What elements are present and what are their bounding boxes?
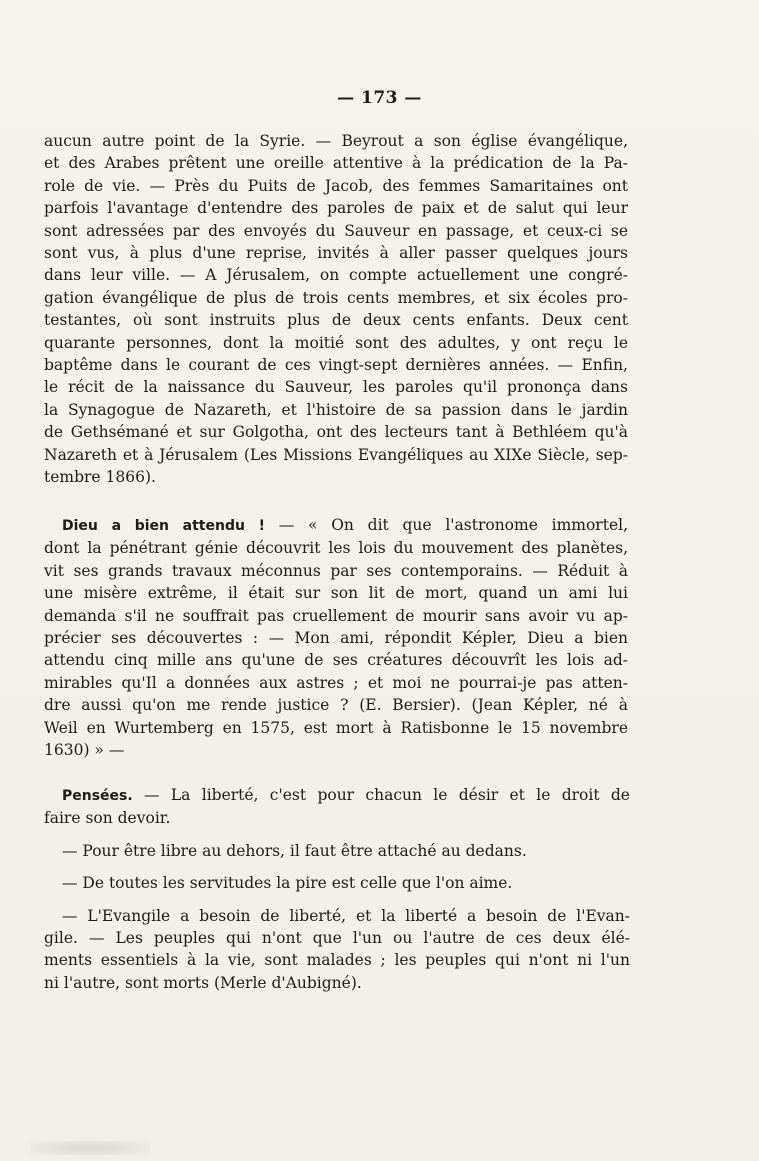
text-line: faire son devoir. [44,809,171,828]
text-line: la Synagogue de Nazareth, et l'histoire de sa passion dans le jardin [44,400,628,419]
text-run: — La liberté, c'est pour chacun le désir et le droit de [132,786,630,804]
section-pensees [44,784,630,994]
page-number: — 173 — [337,88,422,108]
text-run: — « On dit que l'astronome immortel, [265,516,629,534]
text-line: attendu cinq mille ans qu'une de ses créatures découvrît les lois ad- [44,651,628,670]
text-line: baptême dans le courant de ces vingt-sept dernières années. — Enfin, [44,356,628,375]
text-line: quarante personnes, dont la moitié sont des adultes, y ont reçu le [44,333,628,352]
text-line: mirables qu'Il a données aux astres ; et moi ne pourrai-je pas atten- [44,673,628,692]
text-line: dre aussi qu'on me rende justice ? (E. Bersier). (Jean Képler, né à [44,696,628,715]
text-line: tembre 1866). [44,468,156,487]
thought-line: — L'Evangile a besoin de liberté, et la liberté a besoin de l'Evan- [62,906,630,925]
thought-line: — De toutes les servitudes la pire est celle que l'on aime. [62,874,513,893]
section-kepler [44,514,628,761]
text-line: le récit de la naissance du Sauveur, les paroles qu'il prononça dans [44,378,628,397]
text-line: précier ses découvertes : — Mon ami, répondit Képler, Dieu a bien [44,629,628,648]
text-line [44,514,628,537]
text-line: dans leur ville. — A Jérusalem, on compte actuellement une congré- [44,266,628,285]
text-line: Weil en Wurtemberg en 1575, est mort à Ratisbonne le 15 novembre [44,718,628,737]
text-line: ments essentiels à la vie, sont malades ; les peuples qui n'ont ni l'un [44,951,630,970]
text-line: et des Arabes prêtent une oreille attentive à la prédication de la Pa- [44,154,628,173]
text-line: demanda s'il ne souffrait pas cruellement de mourir sans avoir vu ap- [44,606,628,625]
text-line: vit ses grands travaux méconnus par ses contemporains. — Réduit à [44,561,628,580]
section-title: Dieu a bien attendu ! [62,518,266,534]
text-line: aucun autre point de la Syrie. — Beyrout a son église évangélique, [44,132,628,150]
text-line: testantes, où sont instruits plus de deux cents enfants. Deux cent [44,311,628,330]
text-line: gation évangélique de plus de trois cents membres, et six écoles pro- [44,288,628,307]
text-line: dont la pénétrant génie découvrit les lois du mouvement des planètes, [44,539,628,558]
text-line: Nazareth et à Jérusalem (Les Missions Evangéliques au XIXe Siècle, sep- [44,445,628,464]
text-line: ni l'autre, sont morts (Merle d'Aubigné). [44,973,362,992]
text-line: une misère extrême, il était sur son lit de mort, quand un ami lui [44,584,628,603]
text-line: gile. — Les peuples qui n'ont que l'un ou l'autre de ces deux élé- [44,929,630,948]
text-line: parfois l'avantage d'entendre des paroles de paix et de salut qui leur [44,199,628,218]
text-line: sont adressées par des envoyés du Sauveur en passage, et ceux-ci se [44,221,628,240]
text-line: 1630) » — [44,741,125,760]
section-syrie [44,130,628,489]
text-line: sont vus, à plus d'une reprise, invités à aller passer quelques jours [44,244,628,263]
section-title: Pensées. [62,788,133,804]
text-line: role de vie. — Près du Puits de Jacob, des femmes Samaritaines ont [44,176,628,195]
thought-line: — Pour être libre au dehors, il faut être attaché au dedans. [62,841,527,860]
text-line [44,784,630,807]
paper-smudge [30,1141,150,1155]
text-line: de Gethsémané et sur Golgotha, ont des lecteurs tant à Bethléem qu'à [44,423,628,442]
